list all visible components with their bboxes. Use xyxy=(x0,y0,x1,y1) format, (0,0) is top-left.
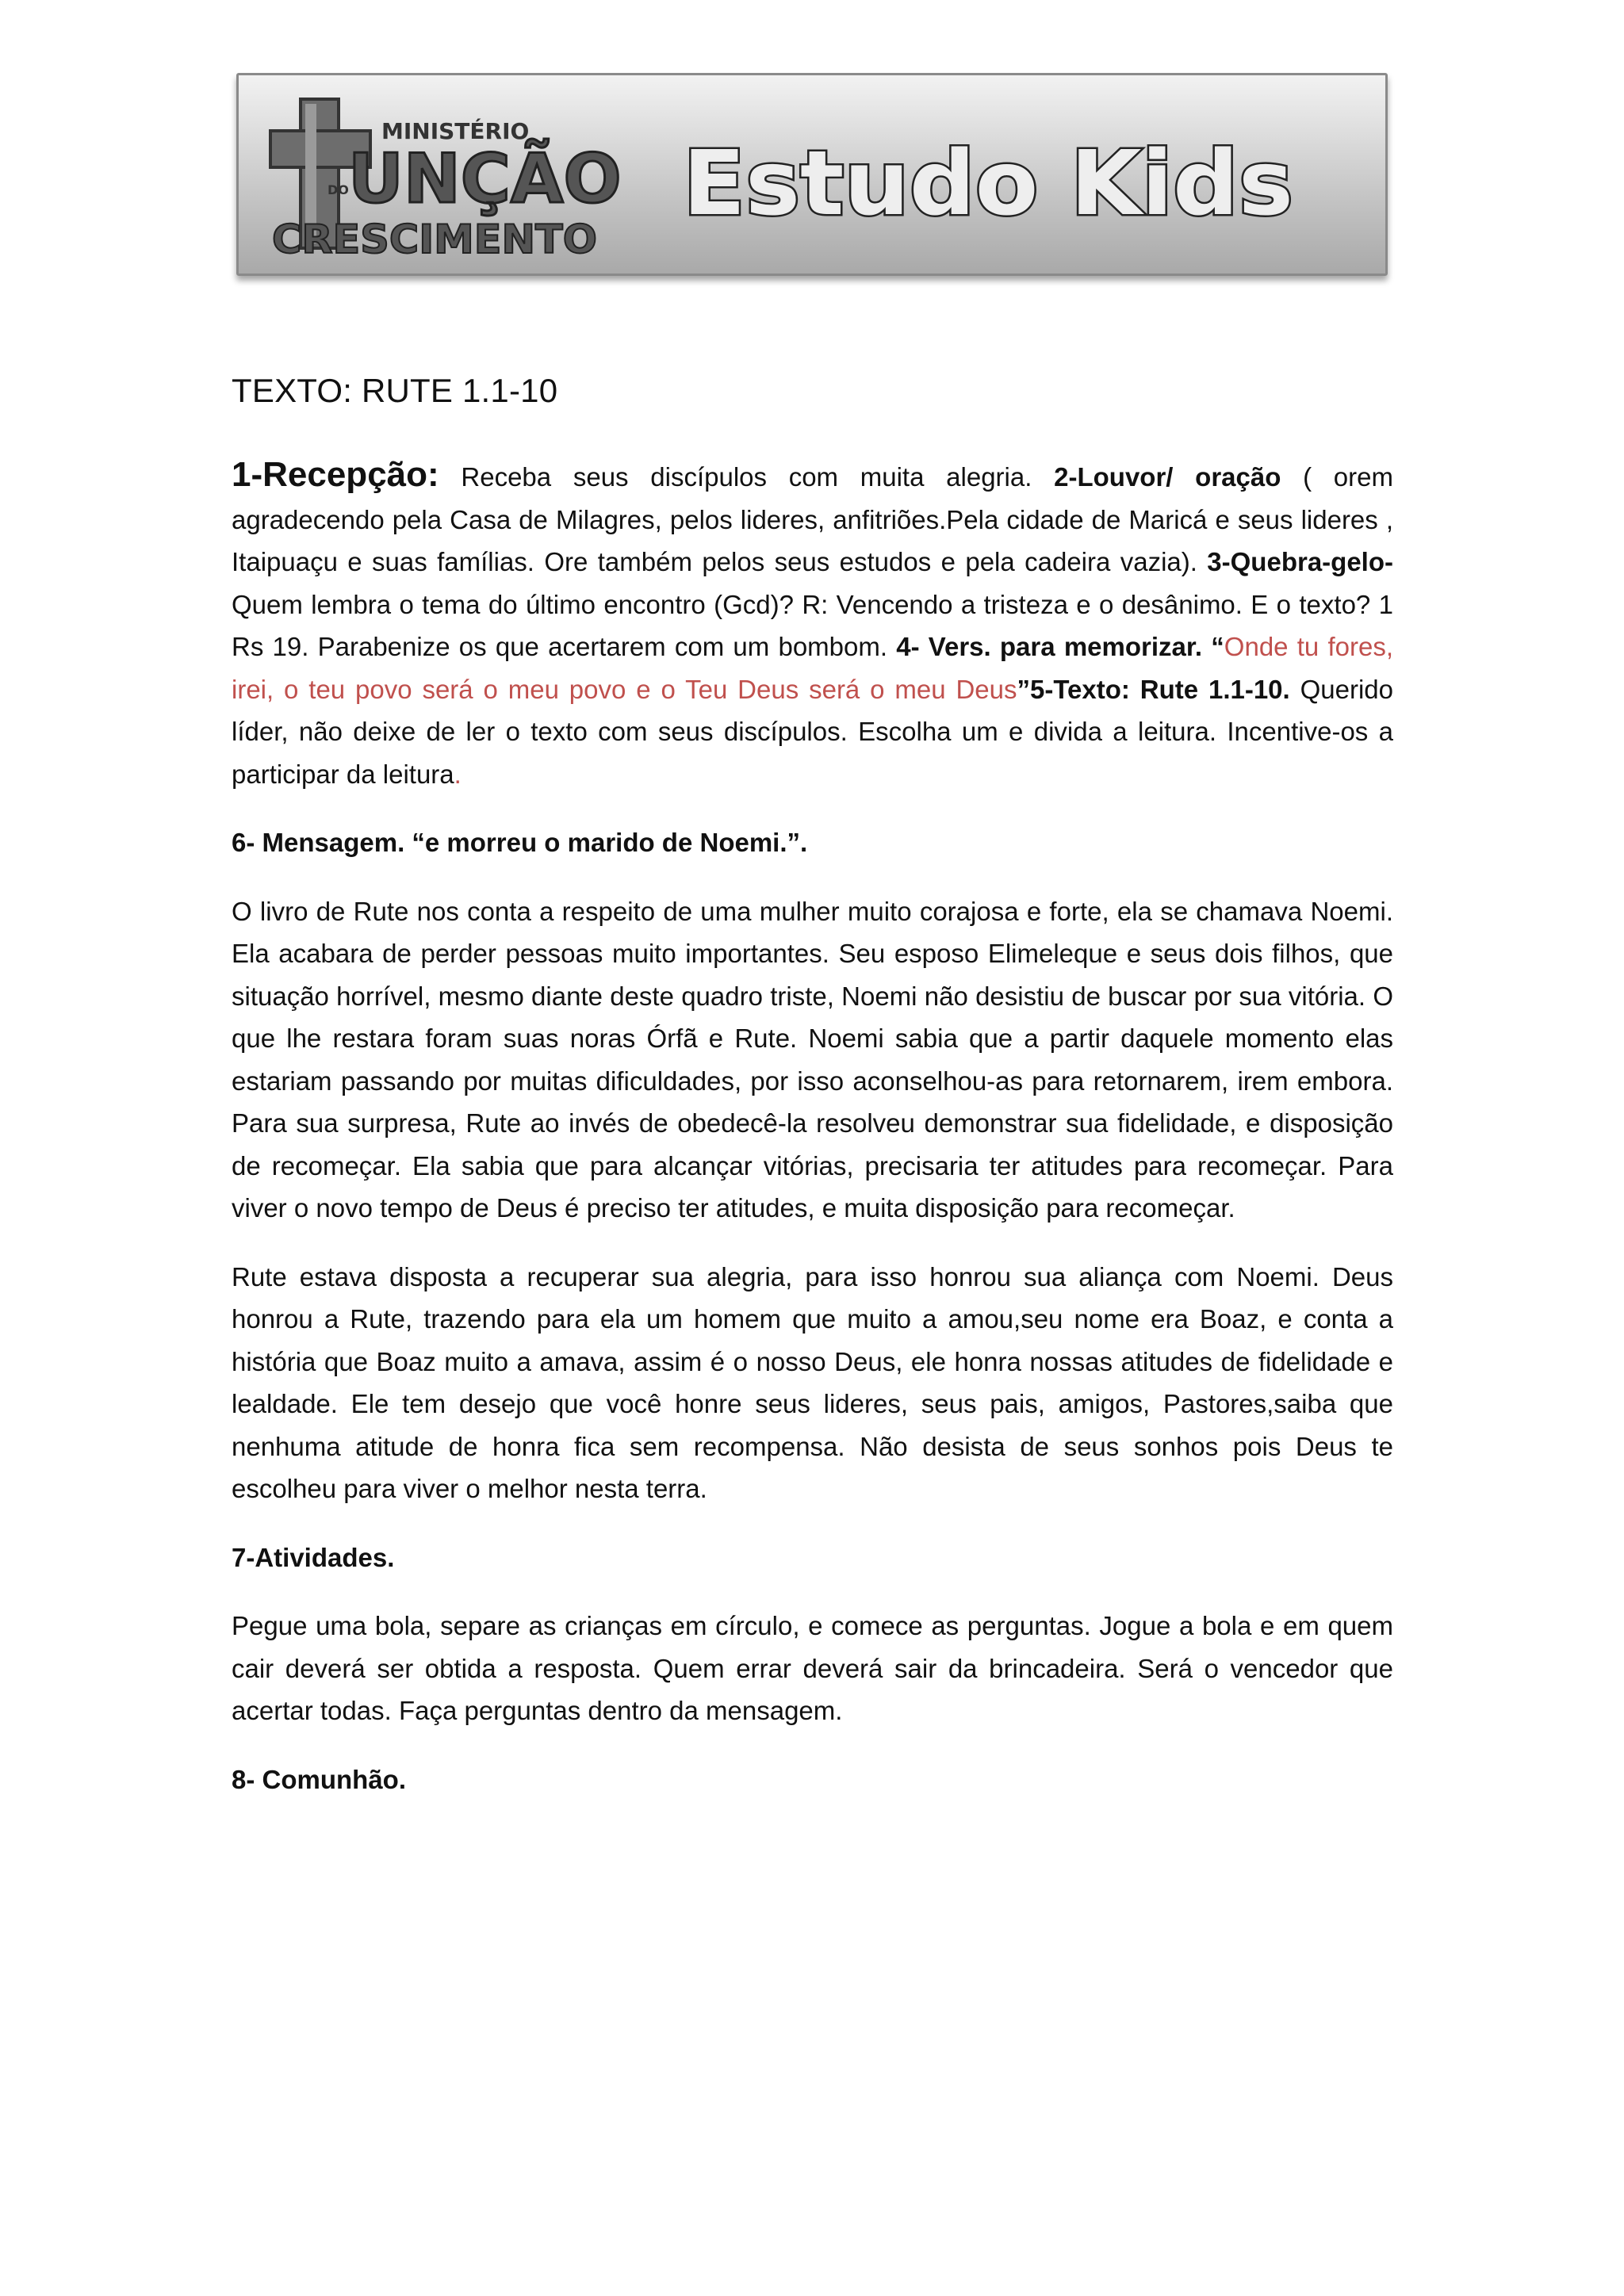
study-content xyxy=(232,453,1393,1827)
praise-prayer-heading: 2-Louvor/ oração xyxy=(1054,462,1281,492)
banner-artwork xyxy=(239,75,1385,274)
reception-text: Receba seus discípulos com muita alegria. xyxy=(439,462,1055,492)
reading-text-instructions: Querido líder, não deixe de ler o texto com seus discípulos. Escolha um e divida a leitura. Incentive-os a participar da leitura xyxy=(232,674,1393,789)
intro-paragraph xyxy=(232,453,1393,795)
praise-prayer-text: ( orem agradecendo pela Casa de Milagres, pelos lideres, anfitriões.Pela cidade de Maricá e seus lideres , Itaipuaçu e suas famílias. Ore também pelos seus estudos e pela cadeira vazia). xyxy=(232,462,1393,576)
activities-text: Pegue uma bola, separe as crianças em círculo, e comece as perguntas. Jogue a bola e em quem cair deverá ser obtida a resposta. Quem errar deverá sair da brincadeira. Será o vencedor que acertar todas. Faça perguntas dentro da mensagem. xyxy=(232,1611,1393,1725)
reading-text-period: . xyxy=(454,759,462,789)
verse-close-quote: ” xyxy=(1017,674,1030,704)
communion-heading: 8- Comunhão. xyxy=(232,1764,406,1794)
memory-verse-heading: 4- Vers. para memorizar. xyxy=(896,632,1203,661)
header-banner xyxy=(236,73,1388,276)
verse-open-quote: “ xyxy=(1202,632,1224,661)
message-paragraph-1: O livro de Rute nos conta a respeito de uma mulher muito corajosa e forte, ela se chamava Noemi. Ela acabara de perder pessoas muito importantes. Seu esposo Elimeleque e seus dois filhos, que situação horrível, mesmo diante deste quadro triste, Noemi não desistiu de buscar por sua vitória. O que lhe restara foram suas noras Órfã e Rute. Noemi sabia que a partir daquele momento elas estariam passando por muitas dificuldades, por isso aconselhou-as para retornarem, irem embora. Para sua surpresa, Rute ao invés de obedecê-la resolveu demonstrar sua fidelidade, e disposição de recomeçar. Ela sabia que para alcançar vitórias, precisaria ter atitudes para recomeçar. Para viver o novo tempo de Deus é preciso ter atitudes, e muita disposição para recomeçar. xyxy=(232,896,1393,1223)
icebreaker-text: Quem lembra o tema do último encontro (Gcd)? R: Vencendo a tristeza e o desânimo. E o texto? 1 Rs 19. Parabenize os que acertarem com um bombom. xyxy=(232,589,1393,661)
message-paragraph-2: Rute estava disposta a recuperar sua alegria, para isso honrou sua aliança com Noemi. Deus honrou a Rute, trazendo para ela um homem que muito a amou,seu nome era Boaz, e conta a história que Boaz muito a amava, assim é o nosso Deus, ele honra nossas atitudes de fidelidade e lealdade. Ele tem desejo que você honre seus lideres, seus pais, amigos, Pastores,saiba que nenhuma atitude de honra fica sem recompensa. Não desista de seus sonhos pois Deus te escolheu para viver o melhor nesta terra. xyxy=(232,1261,1393,1503)
ministry-bottom-label: CRESCIMENTO xyxy=(272,216,597,262)
estudo-kids-title: Estudo Kids xyxy=(683,132,1293,235)
reception-heading: 1-Recepção: xyxy=(232,455,439,494)
page-title: TEXTO: RUTE 1.1-10 xyxy=(232,372,558,409)
ministry-main-label: UNÇÃO xyxy=(348,140,622,219)
ministry-small-label: MINISTÉRIO xyxy=(381,118,530,144)
ministry-do-label: DO xyxy=(327,182,349,197)
message-heading: 6- Mensagem. “e morreu o marido de Noemi.”. xyxy=(232,828,808,857)
reading-text-heading: 5-Texto: Rute 1.1-10. xyxy=(1030,674,1290,704)
activities-heading: 7-Atividades. xyxy=(232,1542,395,1572)
icebreaker-heading: 3-Quebra-gelo- xyxy=(1207,547,1393,576)
ministry-logo xyxy=(270,99,622,262)
memory-verse-text: Onde tu fores, irei, o teu povo será o meu povo e o Teu Deus será o meu Deus xyxy=(232,632,1393,704)
